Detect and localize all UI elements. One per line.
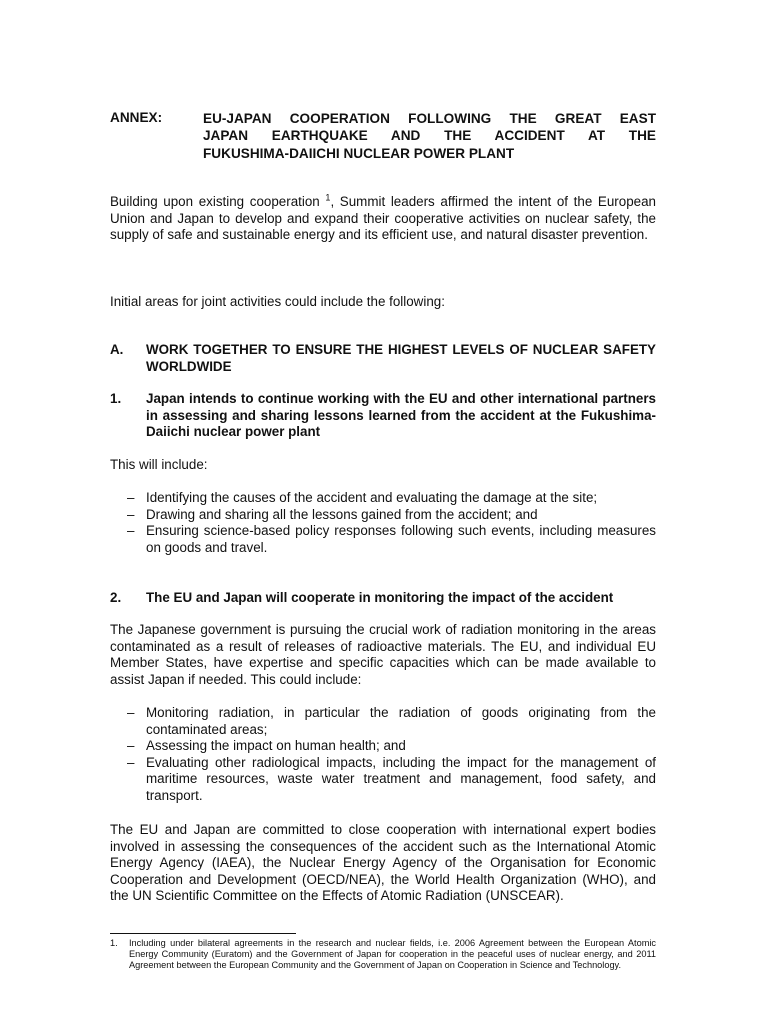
list-item-text: Identifying the causes of the accident and evaluating the damage at the site;: [146, 490, 598, 505]
bullet-marker: –: [127, 523, 135, 539]
bullet-marker: –: [127, 490, 135, 505]
list-item: [127, 705, 656, 738]
footnote-text: Including under bilateral agreements in the research and nuclear fields, i.e. 2006 Agreement between the European Atomic Energy Community (Euratom) and the Government of Japan for cooperation in the peaceful uses of nuclear energy, and 2011 Agreement between the European Community and the Government of Japan on Cooperation in Science and Technology.: [129, 938, 656, 971]
item-2-title: The EU and Japan will cooperate in monitoring the impact of the accident: [146, 590, 614, 605]
bullet-marker: –: [127, 705, 135, 720]
bullet-marker: –: [127, 506, 135, 522]
list-item-text: Monitoring radiation, in particular the radiation of goods originating from the contaminated areas;: [146, 705, 656, 737]
item-2-paragraph-2: The EU and Japan are committed to close cooperation with international expert bodies involved in assessing the consequences of the accident such as the International Atomic Energy Agency (IAEA), the Nuclear Energy Agency of the Organisation for Economic Cooperation and Development (OECD/NEA), the World Health Organization (WHO), and the UN Scientific Committee on the Effects of Atomic Radiation (UNSCEAR).: [110, 822, 656, 904]
annex-label: ANNEX:: [110, 110, 163, 125]
bullet-marker: –: [127, 754, 135, 770]
list-item-text: Assessing the impact on human health; and: [146, 738, 406, 754]
annex-title-line: JAPAN EARTHQUAKE AND THE ACCIDENT AT THE: [203, 128, 656, 144]
annex-title-line: EU-JAPAN COOPERATION FOLLOWING THE GREAT EAST: [203, 111, 656, 126]
intro-text-after: , Summit leaders affirmed the intent of the European Union and Japan to develop and expand their cooperative activities on nuclear safety, the supply of safe and sustainable energy and its efficient use, and natural disaster prevention.: [110, 194, 656, 243]
item-2-paragraph-1: The Japanese government is pursuing the crucial work of radiation monitoring in the areas contaminated as a result of releases of radioactive materials. The EU, and individual EU Member States, have expertise and specific capacities which can be made available to assist Japan if needed. This could include:: [110, 622, 656, 687]
annex-title-line: FUKUSHIMA-DAIICHI NUCLEAR POWER PLANT: [203, 145, 515, 161]
item-2-bullet-list: [127, 705, 656, 805]
section-a-label: A.: [110, 342, 124, 357]
list-item: [127, 738, 656, 755]
item-1-bullet-list: [127, 490, 656, 556]
footnote-number: 1.: [110, 938, 118, 948]
initial-areas-text: Initial areas for joint activities could include the following:: [110, 294, 445, 309]
list-item: [127, 490, 656, 507]
footnote-separator: [110, 933, 296, 934]
item-1-lead: This will include:: [110, 457, 208, 472]
intro-text-before: Building upon existing cooperation: [110, 194, 320, 209]
item-1-title: Japan intends to continue working with the EU and other international partners in assessing and sharing lessons learned from the accident at the Fukushima-Daiichi nuclear power plant: [146, 391, 656, 440]
item-1-number: 1.: [110, 391, 122, 406]
list-item-text: Drawing and sharing all the lessons gained from the accident; and: [146, 506, 538, 522]
section-a-title: WORK TOGETHER TO ENSURE THE HIGHEST LEVELS OF NUCLEAR SAFETY WORLDWIDE: [146, 342, 656, 374]
annex-title: [203, 110, 656, 162]
list-item-text: Ensuring science-based policy responses following such events, including measures on goods and travel.: [146, 523, 656, 555]
list-item: [127, 507, 656, 524]
bullet-marker: –: [127, 738, 135, 754]
list-item-text: Evaluating other radiological impacts, including the impact for the management of maritime resources, waste water treatment and management, food safety, and transport.: [146, 754, 656, 803]
list-item: [127, 523, 656, 556]
item-2-number: 2.: [110, 590, 122, 605]
intro-paragraph: [110, 194, 656, 244]
list-item: [127, 755, 656, 805]
footnote-reference: 1: [325, 192, 331, 203]
